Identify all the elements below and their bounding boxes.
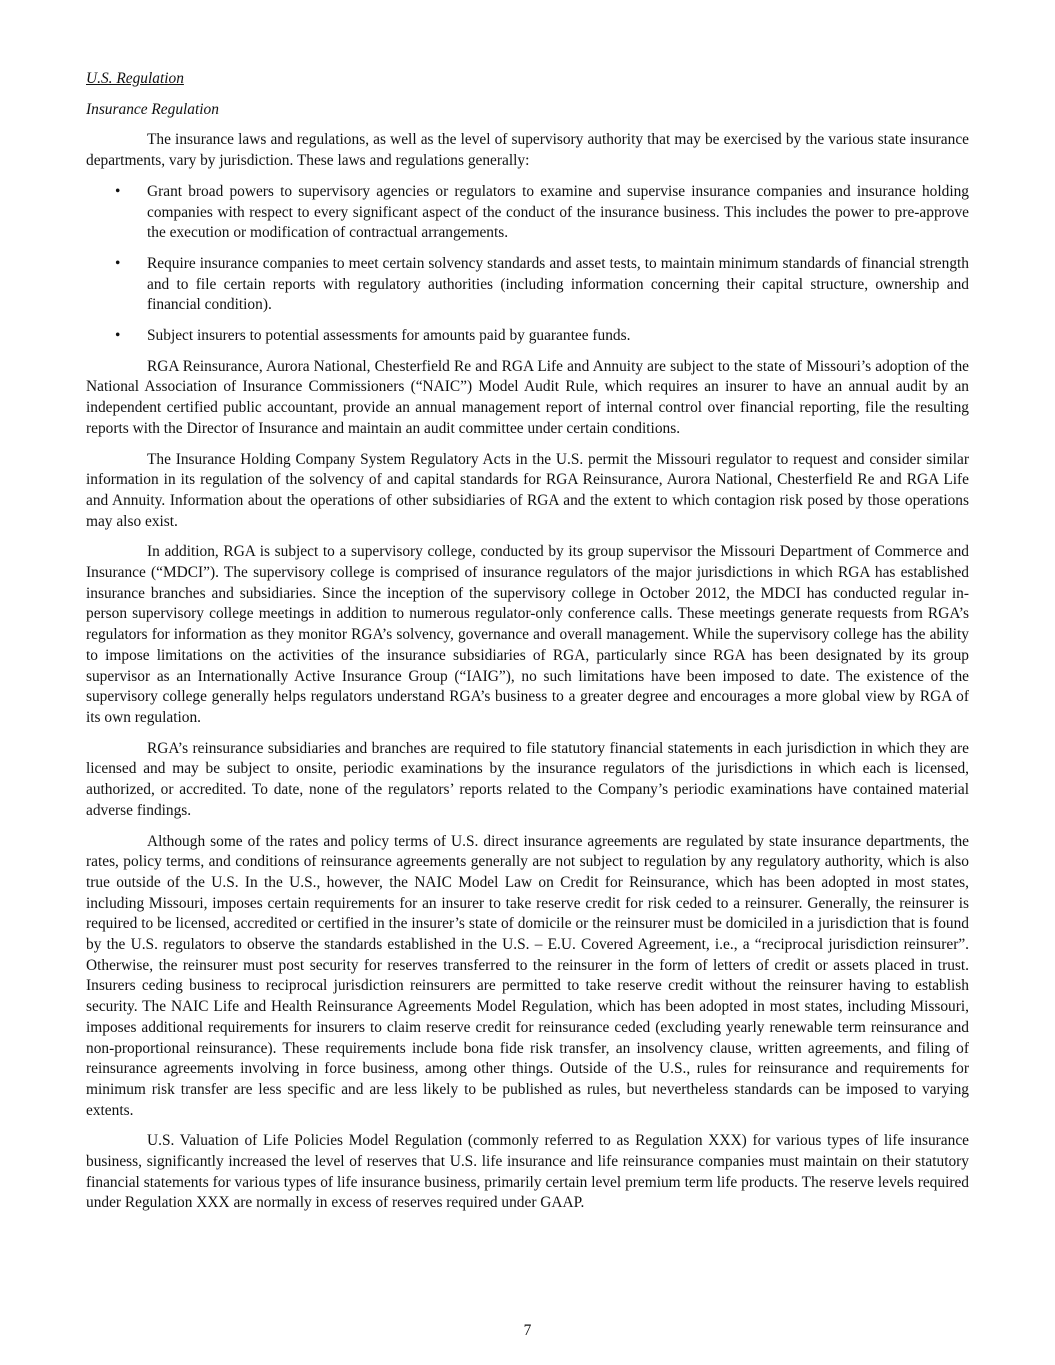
paragraph: RGA’s reinsurance subsidiaries and branches are required to file statutory financial statements in each jurisdiction in which they are licensed and may be subject to onsite, periodic examinations by the insurance regulators of the jurisdictions in which each is licensed, authorized, or accredited. To date, none of the regulators’ reports related to the Company’s periodic examinations have contained material adverse findings. xyxy=(86,739,969,819)
bullet-item xyxy=(86,254,969,316)
bullet-text: Require insurance companies to meet certain solvency standards and asset tests, to maintain minimum standards of financial strength and to file certain reports with regulatory authorities (including information concerning their capital structure, ownership and financial condition). xyxy=(147,254,969,314)
bullet-icon: • xyxy=(115,327,121,345)
paragraph: RGA Reinsurance, Aurora National, Chesterfield Re and RGA Life and Annuity are subject to the state of Missouri’s adoption of the National Association of Insurance Commissioners (“NAIC”) Model Audit Rule, which requires an insurer to have an annual audit by an independent certified public accountant, provide an annual management report of internal control over financial reporting, file the resulting reports with the Director of Insurance and maintain an audit committee under certain conditions. xyxy=(86,357,969,437)
document-body xyxy=(86,69,969,1224)
section-heading: U.S. Regulation xyxy=(86,70,184,87)
subsection-heading: Insurance Regulation xyxy=(86,100,219,118)
intro-paragraph: The insurance laws and regulations, as well as the level of supervisory authority that may be exercised by the various state insurance departments, vary by jurisdiction. These laws and regulations generally: xyxy=(86,131,969,170)
bullet-text: Grant broad powers to supervisory agencies or regulators to examine and supervise insurance companies and insurance holding companies with respect to every significant aspect of the conduct of the insurance business. This includes the power to pre-approve the execution or modification of contractual arrangements. xyxy=(147,182,969,242)
bullet-item xyxy=(86,326,969,347)
bullet-icon: • xyxy=(115,182,121,200)
paragraph: Although some of the rates and policy terms of U.S. direct insurance agreements are regulated by state insurance departments, the rates, policy terms, and conditions of reinsurance agreements generally are not subject to regulation by any regulatory authority, which is also true outside of the U.S. In the U.S., however, the NAIC Model Law on Credit for Reinsurance, which has been adopted in most states, including Missouri, imposes certain requirements for an insurer to take reserve credit for risk ceded to a reinsurer. Generally, the reinsurer is required to be licensed, accredited or certified in the insurer’s state of domicile or the reinsurer must be domiciled in a jurisdiction that is found by the U.S. regulators to observe the standards established in the U.S. – E.U. Covered Agreement, i.e., a “reciprocal jurisdiction reinsurer”. Otherwise, the reinsurer must post security for reserves transferred to the reinsurer in the form of letters of credit or assets placed in trust. Insurers ceding business to reciprocal jurisdiction reinsurers are permitted to take reserve credit without the reinsurer having to establish security. The NAIC Life and Health Reinsurance Agreements Model Regulation, which has been adopted in most states, including Missouri, imposes additional requirements for insurers to claim reserve credit for reinsurance ceded (excluding yearly renewable term reinsurance and non-proportional reinsurance). These requirements include bona fide risk transfer, an insolvency clause, written agreements, and filing of reinsurance agreements involving in force business, among other things. Outside of the U.S., rules for reinsurance and requirements for minimum risk transfer are less specific and are less likely to be published as rules, but nevertheless standards can be imposed to varying extents. xyxy=(86,832,969,1119)
bullet-text: Subject insurers to potential assessments for amounts paid by guarantee funds. xyxy=(147,327,631,345)
bullet-icon: • xyxy=(115,254,121,272)
bullet-list xyxy=(86,182,969,347)
paragraph: U.S. Valuation of Life Policies Model Regulation (commonly referred to as Regulation XXX) for various types of life insurance business, significantly increased the level of reserves that U.S. life insurance and life reinsurance companies must maintain on their statutory financial statements for various types of life insurance business, primarily certain level premium term life products. The reserve levels required under Regulation XXX are normally in excess of reserves required under GAAP. xyxy=(86,1132,969,1212)
page-number: 7 xyxy=(523,1322,532,1339)
paragraph: In addition, RGA is subject to a supervisory college, conducted by its group supervisor the Missouri Department of Commerce and Insurance (“MDCI”). The supervisory college is comprised of insurance regulators of the major jurisdictions in which RGA has established insurance branches and subsidiaries. Since the inception of the supervisory college in October 2012, the MDCI has conducted regular in-person supervisory college meetings in addition to numerous regulator-only conference calls. These meetings generate requests from RGA’s regulators for information as they monitor RGA’s solvency, governance and overall management. While the supervisory college has the ability to impose limitations on the activities of the insurance subsidiaries of RGA, particularly since RGA has been designated by its group supervisor as an Internationally Active Insurance Group (“IAIG”), no such limitations have been imposed to date. The existence of the supervisory college generally helps regulators understand RGA’s business to a greater degree and encourages a more global view by RGA of its own regulation. xyxy=(86,543,969,726)
bullet-item xyxy=(86,182,969,244)
paragraph: The Insurance Holding Company System Regulatory Acts in the U.S. permit the Missouri regulator to request and consider similar information in its regulation of the solvency of and capital standards for RGA Reinsurance, Aurora National, Chesterfield Re and RGA Life and Annuity. Information about the operations of other subsidiaries of RGA and the extent to which contagion risk posed by those operations may also exist. xyxy=(86,450,969,530)
